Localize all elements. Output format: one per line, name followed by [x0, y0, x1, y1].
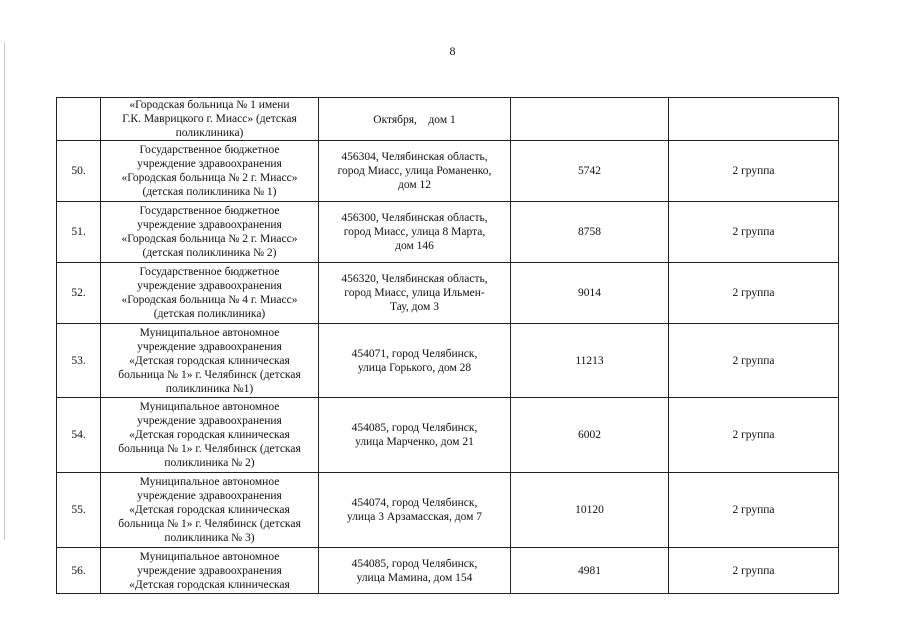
address-cell	[319, 548, 511, 594]
institution-name-line: учреждение здравоохранения	[137, 490, 282, 502]
table-row	[57, 263, 839, 324]
row-number-cell: 55.	[57, 473, 101, 548]
institution-name-line: Государственное бюджетное	[139, 266, 280, 278]
institution-name-cell	[101, 324, 319, 398]
institution-name-line: учреждение здравоохранения	[137, 219, 282, 231]
institution-name-line: Муниципальное автономное	[139, 326, 280, 339]
institution-name-line: поликлиника)	[175, 127, 244, 139]
institutions-table	[56, 97, 839, 594]
address-line: 456300, Челябинская область,	[341, 212, 488, 224]
group-cell: 2 группа	[669, 263, 839, 324]
institution-name-line: учреждение здравоохранения	[137, 280, 282, 292]
institution-name-line: «Городская больница № 2 г. Миасс»	[121, 172, 298, 184]
group-cell: 2 группа	[669, 202, 839, 263]
address-line: 456320, Челябинская область,	[341, 273, 488, 285]
row-number-cell: 51.	[57, 202, 101, 263]
institution-name-line: Муниципальное автономное	[139, 476, 280, 488]
table-row	[57, 141, 839, 202]
institution-name-line: «Городская больница № 2 г. Миасс»	[121, 233, 298, 245]
row-number-cell: 56.	[57, 548, 101, 594]
count-cell: 10120	[511, 473, 669, 548]
institution-name-line: (детская поликлиника)	[153, 308, 266, 320]
address-line: город Миасс, улица 8 Марта,	[343, 226, 486, 238]
table-body	[57, 98, 839, 594]
address-cell	[319, 141, 511, 202]
institution-name-line: учреждение здравоохранения	[137, 340, 282, 353]
address-line: Тау, дом 3	[390, 301, 439, 313]
institution-name-line: «Городская больница № 1 имени	[129, 99, 290, 111]
group-cell	[669, 98, 839, 141]
institution-name-line: «Детская городская клиническая	[129, 578, 290, 591]
institution-name-line: больница № 1» г. Челябинск (детская	[118, 518, 301, 530]
institution-name-cell	[101, 141, 319, 202]
count-cell: 8758	[511, 202, 669, 263]
institution-name-cell	[101, 263, 319, 324]
row-number-cell	[57, 98, 101, 141]
address-line: 454074, город Челябинск,	[351, 497, 478, 509]
institution-name-line: учреждение здравоохранения	[137, 158, 282, 170]
count-cell: 9014	[511, 263, 669, 324]
count-cell	[511, 98, 669, 141]
count-cell: 4981	[511, 548, 669, 594]
address-line: улица Марченко, дом 21	[355, 436, 474, 448]
address-line: город Миасс, улица Ильмен-	[344, 287, 485, 299]
scan-edge-line	[4, 42, 5, 540]
institution-name-line: Муниципальное автономное	[139, 550, 280, 563]
address-line: 454085, город Челябинск,	[351, 422, 478, 434]
institution-name-cell	[101, 473, 319, 548]
institution-name-line: Государственное бюджетное	[139, 144, 280, 156]
address-cell	[319, 324, 511, 398]
institution-name-line: Государственное бюджетное	[139, 205, 280, 217]
group-cell: 2 группа	[669, 324, 839, 398]
row-number-cell: 53.	[57, 324, 101, 398]
address-cell	[319, 398, 511, 473]
institution-name-cell	[101, 98, 319, 141]
row-number-cell: 50.	[57, 141, 101, 202]
institution-name-line: (детская поликлиника № 2)	[142, 247, 277, 259]
address-cell	[319, 473, 511, 548]
table-row	[57, 548, 839, 594]
row-number-cell: 54.	[57, 398, 101, 473]
institution-name-cell	[101, 202, 319, 263]
address-line: Октября, дом 1	[373, 114, 456, 126]
institution-name-line: «Детская городская клиническая	[129, 429, 290, 441]
institution-name-line: «Детская городская клиническая	[129, 504, 290, 516]
count-cell: 5742	[511, 141, 669, 202]
table-row	[57, 473, 839, 548]
institution-name-cell	[101, 398, 319, 473]
table-row	[57, 202, 839, 263]
address-line: дом 12	[397, 179, 432, 191]
institution-name-line: «Детская городская клиническая	[129, 354, 290, 367]
institution-name-cell	[101, 548, 319, 594]
row-number-cell: 52.	[57, 263, 101, 324]
address-line: улица 3 Арзамасская, дом 7	[346, 511, 483, 523]
institution-name-line: учреждение здравоохранения	[137, 415, 282, 427]
address-cell	[319, 263, 511, 324]
count-cell: 11213	[511, 324, 669, 398]
institution-name-line: (детская поликлиника № 1)	[142, 186, 277, 198]
institution-name-line: Г.К. Маврицкого г. Миасс» (детская	[122, 113, 297, 125]
page-number: 8	[449, 44, 456, 58]
address-line: улица Горького, дом 28	[357, 361, 472, 374]
address-cell	[319, 98, 511, 141]
institution-name-line: поликлиника №1)	[165, 382, 254, 395]
table-row	[57, 98, 839, 141]
group-cell: 2 группа	[669, 398, 839, 473]
table-row	[57, 398, 839, 473]
address-line: 454085, город Челябинск,	[351, 557, 478, 570]
group-cell: 2 группа	[669, 473, 839, 548]
group-cell: 2 группа	[669, 548, 839, 594]
institution-name-line: больница № 1» г. Челябинск (детская	[118, 443, 301, 455]
address-cell	[319, 202, 511, 263]
institution-name-line: поликлиника № 2)	[164, 457, 255, 469]
address-line: улица Мамина, дом 154	[356, 571, 473, 584]
institution-name-line: поликлиника № 3)	[164, 532, 255, 544]
address-line: 454071, город Челябинск,	[351, 347, 478, 360]
address-line: дом 146	[395, 240, 434, 252]
institution-name-line: больница № 1» г. Челябинск (детская	[118, 368, 301, 381]
institution-name-line: «Городская больница № 4 г. Миасс»	[121, 294, 298, 306]
address-line: город Миасс, улица Романенко,	[337, 165, 492, 177]
count-cell: 6002	[511, 398, 669, 473]
table-row	[57, 324, 839, 398]
group-cell: 2 группа	[669, 141, 839, 202]
institution-name-line: учреждение здравоохранения	[137, 564, 282, 577]
address-line: 456304, Челябинская область,	[341, 151, 488, 163]
institution-name-line: Муниципальное автономное	[139, 401, 280, 413]
